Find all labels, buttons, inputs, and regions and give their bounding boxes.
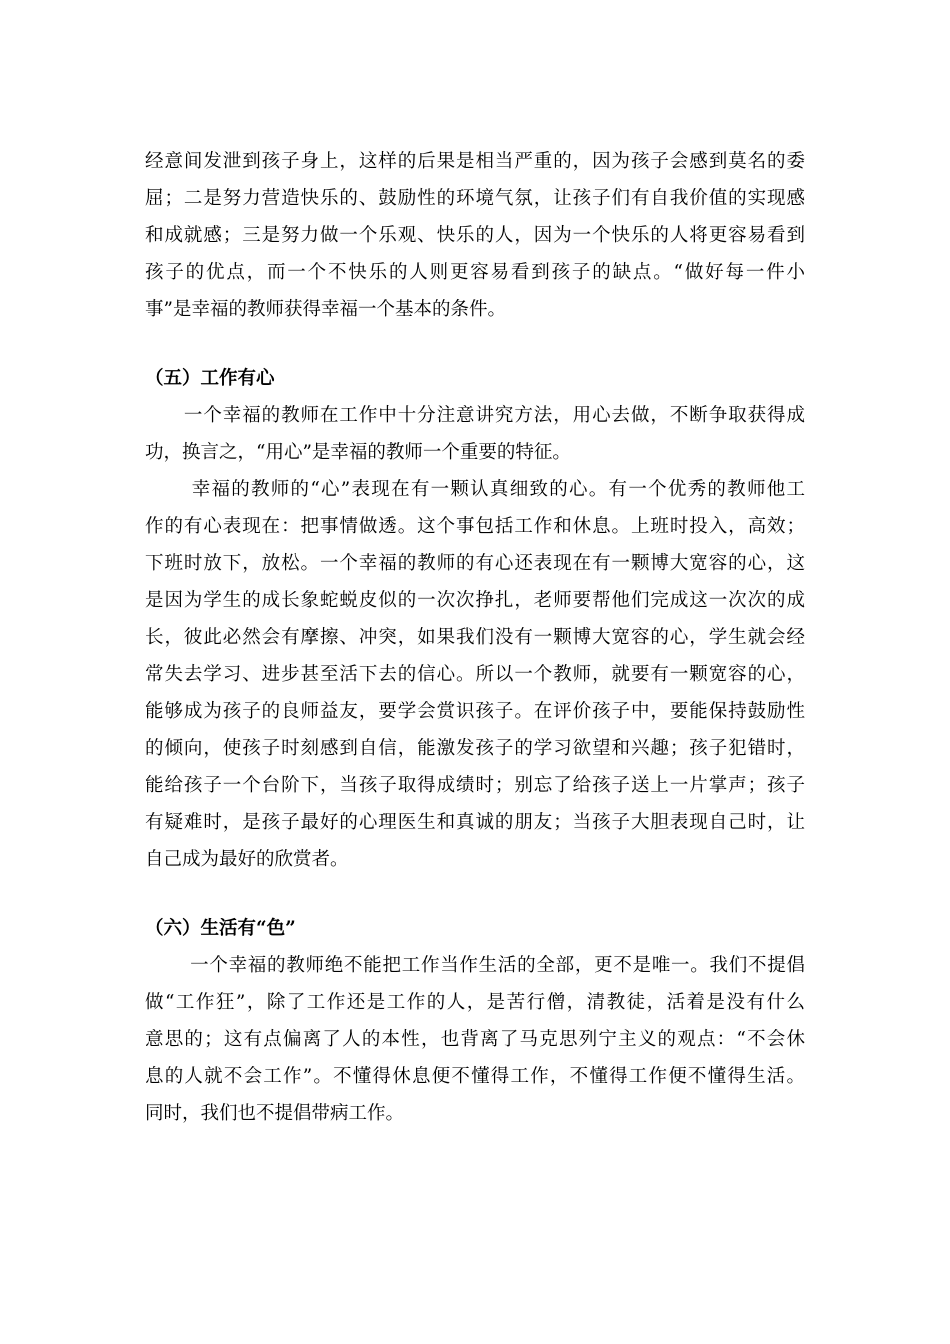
paragraph-line: 和成就感；三是努力做一个乐观、快乐的人，因为一个快乐的人将更容易看到 — [145, 225, 805, 246]
paragraph-line: 是因为学生的成长象蛇蜕皮似的一次次挣扎，老师要帮他们完成这一次次的成 — [145, 590, 805, 611]
paragraph-line: 能够成为孩子的良师益友，要学会赏识孩子。在评价孩子中，要能保持鼓励性 — [145, 701, 805, 722]
paragraph-line: 能给孩子一个台阶下，当孩子取得成绩时；别忘了给孩子送上一片掌声；孩子 — [145, 775, 805, 796]
paragraph-line: 一个幸福的教师绝不能把工作当作生活的全部，更不是唯一。我们不提倡 — [145, 955, 805, 976]
paragraph-line: 长，彼此必然会有摩擦、冲突，如果我们没有一颗博大宽容的心，学生就会经 — [145, 627, 805, 648]
paragraph-line: 做“工作狂”，除了工作还是工作的人，是苦行僧，清教徒，活着是没有什么 — [145, 992, 805, 1013]
paragraph-line: 经意间发泄到孩子身上，这样的后果是相当严重的，因为孩子会感到莫名的委 — [145, 151, 805, 172]
paragraph-line: 息的人就不会工作”。不懂得休息便不懂得工作，不懂得工作便不懂得生活。 — [145, 1066, 805, 1087]
paragraph-line: 事”是幸福的教师获得幸福一个基本的条件。 — [145, 299, 506, 320]
paragraph-line: 自己成为最好的欣赏者。 — [145, 849, 349, 870]
paragraph-line: 作的有心表现在：把事情做透。这个事包括工作和休息。上班时投入，高效； — [145, 516, 805, 537]
paragraph-line: 下班时放下，放松。一个幸福的教师的有心还表现在有一颗博大宽容的心，这 — [145, 553, 805, 574]
section-heading: （五）工作有心 — [145, 368, 275, 389]
paragraph-line: 同时，我们也不提倡带病工作。 — [145, 1103, 405, 1124]
paragraph-line: 意思的；这有点偏离了人的本性，也背离了马克思列宁主义的观点：“不会休 — [145, 1029, 805, 1050]
paragraph-line: 孩子的优点，而一个不快乐的人则更容易看到孩子的缺点。“做好每一件小 — [145, 262, 805, 283]
paragraph-line: 功，换言之，“用心”是幸福的教师一个重要的特征。 — [145, 442, 571, 463]
paragraph-line: 一个幸福的教师在工作中十分注意讲究方法，用心去做，不断争取获得成 — [145, 405, 805, 426]
paragraph-line: 的倾向，使孩子时刻感到自信，能激发孩子的学习欲望和兴趣；孩子犯错时， — [145, 738, 805, 759]
paragraph-line: 屈；二是努力营造快乐的、鼓励性的环境气氛，让孩子们有自我价值的实现感 — [145, 188, 805, 209]
paragraph-line: 有疑难时，是孩子最好的心理医生和真诚的朋友；当孩子大胆表现自己时，让 — [145, 812, 805, 833]
section-heading: （六）生活有“色” — [145, 918, 296, 939]
paragraph-line: 常失去学习、进步甚至活下去的信心。所以一个教师，就要有一颗宽容的心， — [145, 664, 805, 685]
paragraph-line: 幸福的教师的“心”表现在有一颗认真细致的心。有一个优秀的教师他工 — [145, 479, 805, 500]
